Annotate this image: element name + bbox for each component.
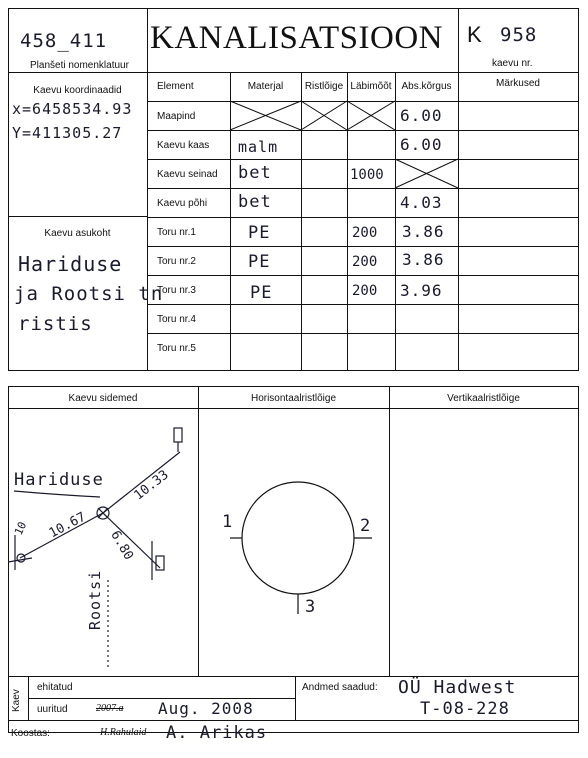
row-abs: 3.96 [400,281,443,300]
sketch-distance-2: 10.33 [131,467,172,504]
sheet-number: 458_411 [20,30,108,52]
coords-label: Kaevu koordinaadid [33,85,122,96]
col-header-abs: Abs.kõrgus [401,81,452,92]
pipe-label-2: 2 [360,516,372,536]
row-materjal: bet [238,163,272,183]
row-materjal: PE [248,252,271,272]
row-element: Toru nr.1 [157,227,196,238]
well-letter: K [467,22,482,47]
location-label: Kaevu asukoht [44,228,111,239]
row-materjal: bet [238,192,272,212]
location-line1: Hariduse [18,252,123,276]
footer-andmed-value1: OÜ Hadwest [398,677,517,698]
row-element: Maapind [157,111,196,122]
row-element: Toru nr.5 [157,343,196,354]
sketch-street-rootsi: Rootsi [86,569,104,630]
coord-x: x=6458534.93 [12,100,133,118]
col-header-labimoot: Läbimõõt [350,81,392,92]
col-header-ristloige: Ristlõige [304,81,344,92]
section-horisontaal: Horisontaalristlõige [250,393,337,404]
row-abs: 3.86 [402,222,445,241]
location-line2: ja Rootsi tn [14,283,164,305]
row-element: Toru nr.2 [157,256,196,267]
row-abs: 6.00 [400,135,443,154]
row-materjal: PE [250,283,273,303]
well-caption: kaevu nr. [492,58,533,69]
col-header-element: Element [157,81,194,92]
row-labimoot: 200 [352,225,378,241]
form-title: KANALISATSIOON [150,20,443,56]
location-line3: ristis [18,313,93,335]
col-header-markused: Märkused [496,78,540,89]
section-sidemed: Kaevu sidemed [68,393,138,404]
sheet-caption: Planšeti nomenklatuur [30,60,129,71]
row-labimoot: 200 [352,254,378,270]
row-labimoot: 200 [352,283,378,299]
sketch-distance-3: 6.80 [107,528,136,563]
footer-koostas-label: Koostas: [11,728,50,739]
coord-y: Y=411305.27 [12,124,123,142]
footer-uuritud-label: uuritud [37,704,68,715]
footer-uuritud-value: Aug. 2008 [158,699,254,718]
well-number: 958 [500,24,538,46]
footer-koostas-value: A. Arikas [166,723,268,743]
row-materjal: malm [238,138,279,156]
row-labimoot: 1000 [350,167,384,183]
row-materjal: PE [248,223,271,243]
row-element: Toru nr.4 [157,314,196,325]
footer-andmed-label: Andmed saadud: [302,682,378,693]
row-abs: 4.03 [400,193,443,212]
row-element: Kaevu põhi [157,198,208,209]
footer-uuritud-old: 2007.a [96,703,124,714]
footer-ehitatud-label: ehitatud [37,682,73,693]
row-element: Kaevu seinad [157,169,218,180]
col-header-materjal: Materjal [247,81,284,92]
sketch-street-hariduse: Hariduse [14,470,104,490]
pipe-label-1: 1 [222,512,234,532]
section-vertikaal: Vertikaalristlõige [447,393,520,404]
row-element: Toru nr.3 [157,285,196,296]
footer-koostas-old: H.Rahulaid [100,727,147,738]
row-element: Kaevu kaas [157,140,210,151]
footer-kaev-label: Kaev [11,689,22,712]
row-abs: 3.86 [402,250,445,269]
pipe-label-3: 3 [305,597,317,617]
sketch-distance-4: 10 [11,519,30,538]
row-abs: 6.00 [400,106,443,125]
footer-andmed-value2: T-08-228 [420,699,510,719]
sketch-distance-1: 10.67 [46,509,89,542]
